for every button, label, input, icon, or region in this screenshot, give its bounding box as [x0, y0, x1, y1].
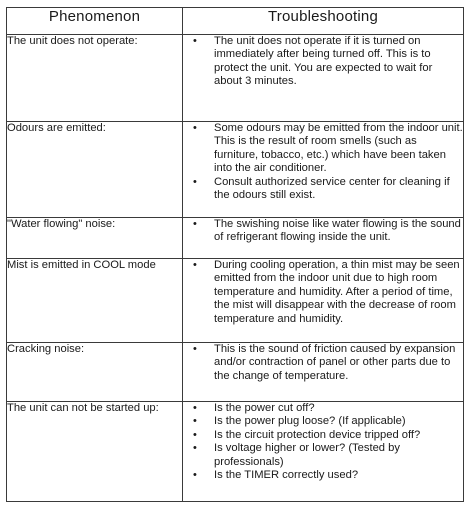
list-item [183, 218, 463, 245]
bullet-icon: • [193, 343, 197, 355]
troubleshooting-header: Troubleshooting [183, 8, 464, 35]
table-row [7, 343, 464, 402]
table-row [7, 259, 464, 343]
bullet-icon: • [193, 259, 197, 271]
header-row [7, 8, 464, 35]
table-row [7, 218, 464, 259]
phenomenon-cell: Cracking noise: [7, 343, 183, 402]
bullet-icon: • [193, 122, 197, 134]
bullet-icon: • [193, 35, 197, 47]
list-item [183, 176, 463, 203]
list-item-text: Is voltage higher or lower? (Tested by professionals) [214, 442, 400, 468]
list-item-text: Is the power cut off? [214, 402, 315, 414]
list-item [183, 122, 463, 176]
bullet-icon: • [193, 402, 197, 414]
list-item-text: Is the circuit protection device tripped off? [214, 428, 421, 441]
troubleshooting-table-container [6, 7, 463, 502]
troubleshooting-cell [183, 402, 464, 502]
phenomenon-cell: The unit can not be started up: [7, 402, 183, 502]
list-item [183, 415, 463, 428]
list-item-text: The swishing noise like water flowing is the sound of refrigerant flowing inside the unit. [214, 218, 461, 244]
troubleshooting-list [183, 343, 463, 383]
list-item [183, 343, 463, 383]
table-row [7, 122, 464, 218]
list-item [183, 35, 463, 89]
list-item-text: The unit does not operate if it is turned on immediately after being turned off. This is to protect the unit. You are expected to wait for about 3 minutes. [214, 35, 433, 88]
troubleshooting-list [183, 402, 463, 482]
bullet-icon: • [193, 428, 197, 441]
table-row [7, 35, 464, 122]
troubleshooting-list [183, 218, 463, 245]
troubleshooting-table [6, 7, 464, 502]
phenomenon-header: Phenomenon [7, 8, 183, 35]
phenomenon-cell: "Water flowing" noise: [7, 218, 183, 259]
troubleshooting-cell [183, 218, 464, 259]
phenomenon-cell: The unit does not operate: [7, 35, 183, 122]
troubleshooting-cell [183, 259, 464, 343]
troubleshooting-cell [183, 343, 464, 402]
bullet-icon: • [193, 415, 197, 428]
list-item [183, 442, 463, 469]
list-item-text: Consult authorized service center for cleaning if the odours still exist. [214, 175, 450, 202]
bullet-icon: • [193, 218, 197, 230]
list-item-text: Is the TIMER correctly used? [214, 469, 359, 482]
list-item [183, 259, 463, 326]
bullet-icon: • [193, 442, 197, 455]
list-item-text: During cooling operation, a thin mist may be seen emitted from the indoor unit due to high room temperature and humidity. After a period of time, the mist will disappear with the decrease of room temperature and humidity. [214, 259, 460, 325]
list-item [183, 402, 463, 415]
troubleshooting-list [183, 259, 463, 326]
list-item [183, 429, 463, 442]
list-item [183, 469, 463, 482]
bullet-icon: • [193, 469, 197, 482]
phenomenon-cell: Odours are emitted: [7, 122, 183, 218]
troubleshooting-cell [183, 35, 464, 122]
list-item-text: Some odours may be emitted from the indoor unit. This is the result of room smells (such as furniture, tobacco, etc.) which have been taken into the air conditioner. [214, 122, 463, 175]
phenomenon-cell: Mist is emitted in COOL mode [7, 259, 183, 343]
table-row [7, 402, 464, 502]
list-item-text: Is the power plug loose? (If applicable) [214, 415, 406, 428]
list-item-text: This is the sound of friction caused by expansion and/or contraction of panel or other parts due to the change of temperature. [214, 343, 456, 382]
troubleshooting-list [183, 122, 463, 202]
troubleshooting-list [183, 35, 463, 89]
bullet-icon: • [193, 175, 197, 188]
troubleshooting-cell [183, 122, 464, 218]
